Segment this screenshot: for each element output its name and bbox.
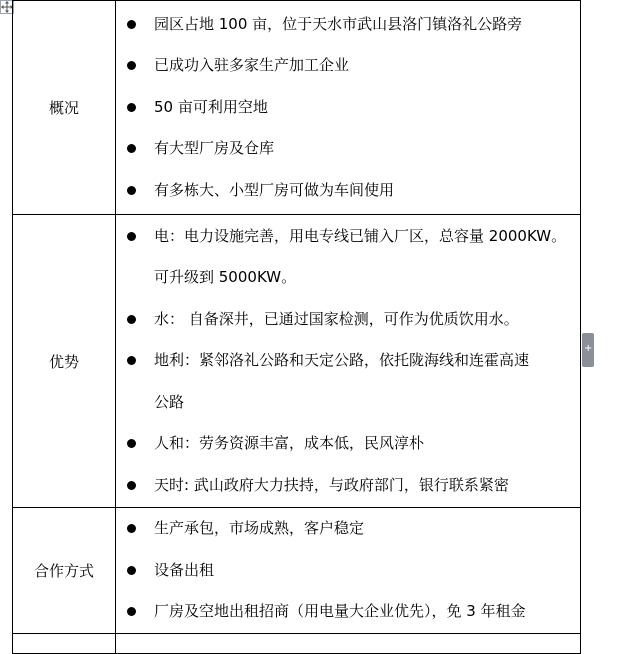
list-item: 设备出租 [116, 550, 580, 592]
bullet-icon [127, 103, 136, 112]
category-label: 概况 [48, 99, 79, 117]
list-item: 厂房及空地出租招商（用电量大企业优先），免 3 年租金 [116, 591, 580, 633]
table-row-advantages [13, 215, 581, 508]
content-cell [116, 215, 581, 508]
bullet-icon [127, 566, 136, 575]
category-cell [13, 508, 116, 634]
list-item: 已成功入驻多家生产加工企业 [116, 45, 580, 87]
list-item: 天时: 武山政府大力扶持，与政府部门，银行联系紧密 [116, 465, 580, 507]
list-item: 生产承包，市场成熟，客户稳定 [116, 508, 580, 550]
list-item: 人和：劳务资源丰富，成本低，民风淳朴 [116, 423, 580, 465]
list-item-continuation: 公路 [154, 392, 185, 411]
plus-icon: + [584, 343, 593, 354]
bullet-icon [127, 607, 136, 616]
bullet-icon [127, 481, 136, 490]
category-cell [13, 1, 116, 215]
category-label: 优势 [48, 352, 79, 371]
bullet-icon [127, 356, 136, 365]
bullet-icon [127, 20, 136, 29]
list-item: 电：电力设施完善，用电专线已铺入厂区，总容量 2000KW。 [116, 216, 580, 258]
category-cell [13, 633, 116, 653]
category-cell [13, 215, 116, 508]
table-row-empty [13, 633, 581, 653]
table-row-overview [13, 1, 581, 215]
bullet-icon [127, 186, 136, 195]
list-item: 地利：紧邻洛礼公路和天定公路，依托陇海线和连霍高速 [116, 340, 580, 382]
table-row-cooperation [13, 508, 581, 634]
bullet-icon [127, 315, 136, 324]
bullet-icon [127, 232, 136, 241]
list-item: 水： 自备深井，已通过国家检测，可作为优质饮用水。 [116, 299, 580, 341]
list-item: 50 亩可利用空地 [116, 87, 580, 129]
bullet-icon [127, 61, 136, 70]
side-expand-tab[interactable] [582, 333, 594, 367]
content-cell [116, 1, 581, 215]
content-cell [116, 508, 581, 634]
bullet-icon [127, 439, 136, 448]
list-item: 园区占地 100 亩，位于天水市武山县洛门镇洛礼公路旁 [116, 4, 580, 46]
list-item: 有多栋大、小型厂房可做为车间使用 [116, 170, 580, 212]
info-table [12, 0, 581, 654]
bullet-icon [127, 144, 136, 153]
list-item-continuation: 可升级到 5000KW。 [154, 268, 297, 287]
list-item: 有大型厂房及仓库 [116, 128, 580, 170]
content-cell [116, 633, 581, 653]
category-label: 合作方式 [33, 561, 94, 580]
bullet-icon [127, 524, 136, 533]
